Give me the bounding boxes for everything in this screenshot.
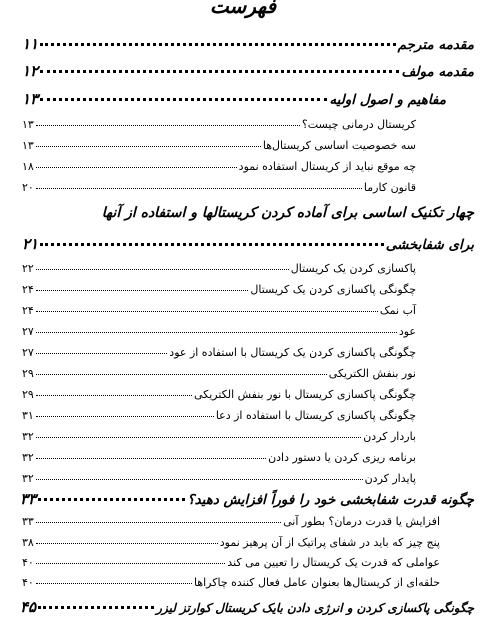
dot-leader: [40, 98, 327, 101]
toc-entry-page: ۳۳: [22, 515, 34, 528]
toc-entry-label: چگونگی پاکسازی کردن یک کریستال: [250, 283, 416, 296]
toc-entry-page: ۲۹: [22, 388, 34, 401]
toc-entry-label: آب نمک: [379, 304, 416, 317]
toc-entry-label: چگونگی پاکسازی کریستال با نور بنفش الکتریکی: [193, 388, 416, 401]
dot-leader: [40, 43, 395, 46]
toc-entry-page: ۲۴: [22, 283, 34, 296]
dot-leader: [36, 188, 362, 189]
toc-entry-label: چگونگی پاکسازی کردن یک کریستال با استفاده از عود: [169, 346, 416, 359]
dot-leader: [38, 498, 185, 501]
toc-entry-page: ۳۲: [22, 451, 34, 464]
toc-entry: [22, 409, 446, 422]
dot-leader: [36, 563, 225, 564]
toc-entry-page: ۱۲: [22, 62, 39, 80]
toc-entry: [22, 235, 474, 253]
toc-entry-page: ۲۹: [22, 367, 34, 380]
toc-entry-page: ۱۸: [22, 160, 34, 173]
toc-entry-page: ۳۲: [22, 472, 34, 485]
dot-leader: [36, 437, 361, 438]
dot-leader: [36, 395, 192, 396]
toc-entry-label: پاکسازی کردن یک کریستال: [290, 262, 416, 275]
dot-leader: [36, 374, 327, 375]
toc-entry: [20, 598, 474, 616]
toc-entry: [22, 118, 446, 131]
dot-leader: [36, 125, 300, 126]
toc-entry-label: چگونه قدرت شفابخشی خود را فوراً افزایش دهید؟: [187, 492, 474, 508]
dot-leader: [36, 269, 289, 270]
toc-entry-page: ۳۱: [22, 409, 34, 422]
toc-entry-label: مقدمه مولف: [401, 64, 474, 80]
toc-entry-label: پایدار کردن: [364, 472, 416, 485]
toc-entry-page: ۳۳: [20, 490, 37, 508]
page-title: فهرست: [209, 0, 277, 18]
toc-entry-page: ۱۳: [22, 139, 34, 152]
toc-entry-page: ۴۵: [20, 598, 37, 616]
toc-entry-page: ۲۷: [22, 346, 34, 359]
toc-entry-page: ۴۰: [22, 556, 34, 569]
toc-entry-label: مقدمه مترجم: [397, 37, 474, 53]
toc-entry-label: نور بنفش الکتریکی: [328, 367, 416, 380]
toc-entry: [22, 576, 446, 589]
toc-entry: [22, 90, 446, 108]
toc-entry: [22, 556, 446, 569]
toc-entry-page: ۲۴: [22, 304, 34, 317]
toc-entry: [22, 262, 446, 275]
dot-leader: [36, 332, 397, 333]
toc-entry-label: باردار کردن: [363, 430, 416, 443]
toc-entry-label: برای شفابخشی: [385, 237, 474, 253]
toc-entry: [22, 139, 446, 152]
dot-leader: [36, 543, 218, 544]
toc-entry-label: برنامه ریزی کردن یا دستور دادن: [268, 451, 416, 464]
toc-entry: [22, 515, 446, 528]
dot-leader: [36, 290, 249, 291]
toc-entry-label: حلقه‌ای از کریستال‌ها بعنوان عامل فعال کننده چاکراها: [193, 576, 440, 589]
dot-leader: [36, 146, 261, 147]
toc-entry-page: ۳۸: [22, 536, 34, 549]
dot-leader: [36, 353, 167, 354]
toc-entry-label: قانون کارما: [363, 181, 416, 194]
toc-entry-page: ۳۲: [22, 430, 34, 443]
dot-leader: [36, 522, 281, 523]
dot-leader: [36, 416, 214, 417]
toc-entry: [22, 472, 446, 485]
toc-entry: [22, 451, 446, 464]
dot-leader: [36, 167, 237, 168]
toc-entry-label: چه موقع نباید از کریستال استفاده نمود: [238, 160, 416, 173]
toc-entry-page: ۱۱: [22, 35, 39, 53]
toc-entry: [22, 325, 446, 338]
toc-entry-label: سه خصوصیت اساسی کریستال‌ها: [262, 139, 416, 152]
toc-entry-page: ۲۱: [22, 235, 39, 253]
toc-entry: [22, 181, 446, 194]
toc-entry-label: چگونگی پاکسازی کریستال با استفاده از دعا: [215, 409, 416, 422]
toc-entry-page: ۲۷: [22, 325, 34, 338]
toc-entry-label: مفاهیم و اصول اولیه: [329, 92, 446, 108]
toc-entry: [22, 160, 446, 173]
toc-entry: [22, 35, 474, 53]
chapter-heading: چهار تکنیک اساسی برای آماده کردن کریستالها و استفاده از آنها: [101, 205, 474, 221]
toc-entry-label: عود: [398, 325, 416, 338]
toc-entry-label: چگونگی پاکسازی کردن و انرژی دادن بایک کریستال کوارتز لیزر: [156, 601, 474, 615]
toc-entry: [22, 367, 446, 380]
toc-entry: [22, 304, 446, 317]
toc-entry-page: ۴۰: [22, 576, 34, 589]
toc-entry-label: عواملی که قدرت یک کریستال را تعیین می کند: [227, 556, 440, 569]
toc-entry: [22, 536, 446, 549]
toc-entry-page: ۲۰: [22, 181, 34, 194]
toc-entry-page: ۱۳: [22, 90, 39, 108]
toc-entry-page: ۲۲: [22, 262, 34, 275]
toc-entry: [22, 283, 446, 296]
toc-entry-page: ۱۳: [22, 118, 34, 131]
dot-leader: [36, 479, 363, 480]
toc-entry: [22, 430, 446, 443]
toc-entry: [22, 62, 474, 80]
toc-entry: [22, 346, 446, 359]
toc-entry-label: افزایش یا قدرت درمان؟ بطور آنی: [283, 515, 440, 528]
toc-entry-label: پنج چیز که باید در شفای پراتیک از آن پرهیز نمود: [219, 536, 440, 549]
dot-leader: [36, 458, 266, 459]
toc-entry-label: کریستال درمانی چیست؟: [301, 118, 416, 131]
dot-leader: [40, 70, 399, 73]
toc-entry: [22, 388, 446, 401]
dot-leader: [36, 583, 192, 584]
dot-leader: [36, 311, 378, 312]
toc-entry: [20, 490, 474, 508]
dot-leader: [38, 606, 154, 609]
dot-leader: [40, 243, 384, 246]
